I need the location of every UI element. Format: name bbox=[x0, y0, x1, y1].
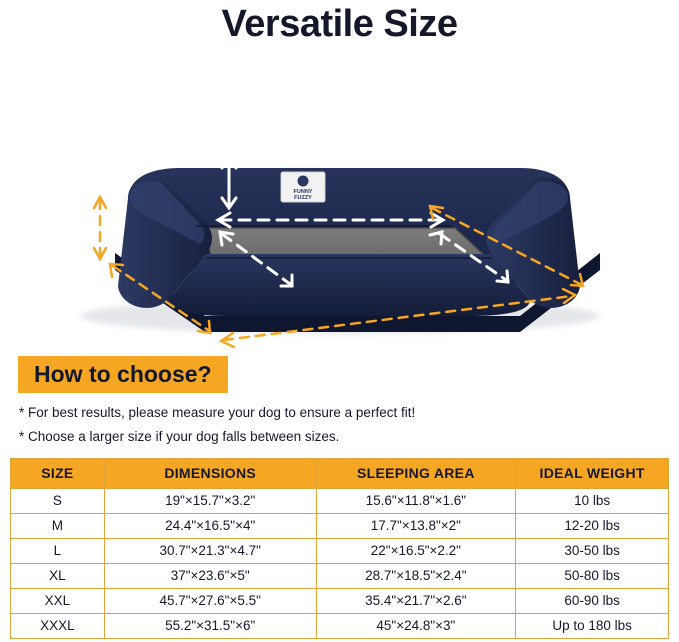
brand-label-line2: FUZZY bbox=[294, 194, 312, 201]
cell-sleeping-area: 45"×24.8"×3" bbox=[316, 613, 516, 638]
column-header-ideal-weight: IDEAL WEIGHT bbox=[516, 458, 669, 488]
cell-dimensions: 45.7"×27.6"×5.5" bbox=[104, 588, 316, 613]
cell-sleeping-area: 22"×16.5"×2.2" bbox=[316, 538, 516, 563]
cell-size: XL bbox=[11, 563, 105, 588]
table-row bbox=[11, 563, 669, 588]
cell-size: L bbox=[11, 538, 105, 563]
brand-label bbox=[281, 172, 325, 202]
cell-sleeping-area: 17.7"×13.8"×2" bbox=[316, 513, 516, 538]
cell-sleeping-area: 35.4"×21.7"×2.6" bbox=[316, 588, 516, 613]
front-lip bbox=[168, 254, 530, 316]
cell-ideal-weight: Up to 180 lbs bbox=[516, 613, 669, 638]
size-table-wrapper bbox=[0, 458, 679, 639]
cell-ideal-weight: 30-50 lbs bbox=[516, 538, 669, 563]
product-illustration bbox=[0, 48, 679, 348]
how-to-choose-badge: How to choose? bbox=[18, 356, 228, 393]
dog-bed-graphic bbox=[0, 48, 679, 348]
table-header-row bbox=[11, 458, 669, 488]
cell-ideal-weight: 12-20 lbs bbox=[516, 513, 669, 538]
table-row bbox=[11, 488, 669, 513]
cell-sleeping-area: 28.7"×18.5"×2.4" bbox=[316, 563, 516, 588]
cell-ideal-weight: 60-90 lbs bbox=[516, 588, 669, 613]
column-header-dimensions: DIMENSIONS bbox=[104, 458, 316, 488]
cell-size: S bbox=[11, 488, 105, 513]
table-row bbox=[11, 513, 669, 538]
note-larger-size: * Choose a larger size if your dog falls between sizes. bbox=[19, 428, 340, 444]
note-measure: * For best results, please measure your dog to ensure a perfect fit! bbox=[19, 404, 416, 420]
inner-height-marker bbox=[226, 158, 232, 210]
cell-dimensions: 19"×15.7"×3.2" bbox=[104, 488, 316, 513]
cell-dimensions: 30.7"×21.3"×4.7" bbox=[104, 538, 316, 563]
how-to-choose-section bbox=[0, 356, 679, 444]
cell-dimensions: 24.4"×16.5"×4" bbox=[104, 513, 316, 538]
cell-size: M bbox=[11, 513, 105, 538]
cell-size: XXL bbox=[11, 588, 105, 613]
cell-ideal-weight: 50-80 lbs bbox=[516, 563, 669, 588]
cell-dimensions: 37"×23.6"×5" bbox=[104, 563, 316, 588]
table-row bbox=[11, 538, 669, 563]
column-header-size: SIZE bbox=[11, 458, 105, 488]
cell-size: XXXL bbox=[11, 613, 105, 638]
brand-label-line1: FUNNY bbox=[293, 188, 313, 195]
cell-sleeping-area: 15.6"×11.8"×1.6" bbox=[316, 488, 516, 513]
cell-dimensions: 55.2"×31.5"×6" bbox=[104, 613, 316, 638]
page-title: Versatile Size bbox=[221, 3, 458, 45]
column-header-sleeping-area: SLEEPING AREA bbox=[316, 458, 516, 488]
table-row bbox=[11, 613, 669, 638]
size-chart-table bbox=[10, 458, 669, 639]
cell-ideal-weight: 10 lbs bbox=[516, 488, 669, 513]
table-row bbox=[11, 588, 669, 613]
